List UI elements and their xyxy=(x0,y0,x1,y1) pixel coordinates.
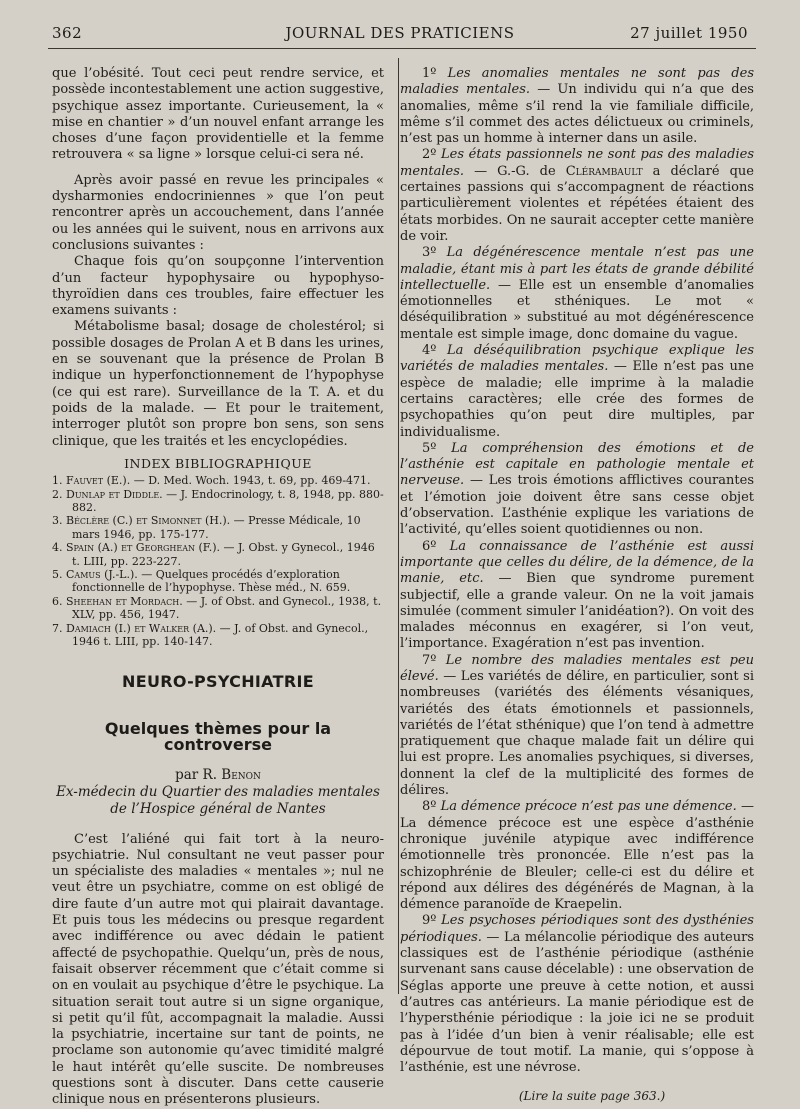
bibliography-list xyxy=(52,474,384,648)
theme-item: 7º Le nombre des maladies mentales est peu élevé. — Les variétés de délire, en particulier, sont si nombreuses (variétés des éléments vésaniques, variétés des états émotionnels et passionnels, variétés de l’état sthénique) que l’on tend à admettre pratiquement que chaque malade fait un délire qui lui est propre. Les anomalies psychiques, si diverses, donnent la clef de la multiplicité des formes de délires. xyxy=(400,652,754,799)
byline: par R. Benon xyxy=(175,767,261,784)
paragraph-dysharmonies: Après avoir passé en revue les principales « dysharmonies endocriniennes » que l’on peut rencontrer après un accouchement, dans l’année ou les années qui le suivent, nous en arrivons aux conclusions suivantes : xyxy=(52,172,384,253)
journal-title: JOURNAL DES PRATICIENS xyxy=(285,24,515,42)
bibliography-item: 2. Dunlap et Diddle. — J. Endocrinology, t. 8, 1948, pp. 880-882. xyxy=(52,487,384,514)
bibliography-item: 4. Spain (A.) et Georghean (F.). — J. Obst. y Gynecol., 1946 t. LIII, pp. 223-227. xyxy=(52,541,375,568)
bibliography-item: 5. Camus (J.-L.). — Quelques procédés d’exploration fonctionnelle de l’hypophyse. Thèse méd., N. 659. xyxy=(52,567,351,595)
theme-item: 6º La connaissance de l’asthénie est aussi importante que celles du délire, de la démence, de la manie, etc. — Bien que syndrome purement subjectif, elle a grande valeur. On ne la voit jamais simulée (comment simuler l’anidéation?). On voit des malades méconnus en exagérer, si l’on veut, l’importance. Exagération n’est pas invention. xyxy=(400,538,754,652)
page-number: 362 xyxy=(52,24,83,42)
theme-item: 1º Les anomalies mentales ne sont pas des maladies mentales. — Un individu qui n’a que des anomalies, même s’il rend la vie familiale difficile, même s’il commet des actes délictueux ou criminels, n’est pas un homme à interner dans un asile. xyxy=(400,66,754,147)
section-heading: NEURO-PSYCHIATRIE xyxy=(122,672,314,692)
bibliography-item: 3. Béclère (C.) et Simonnet (H.). — Presse Médicale, 10 mars 1946, pp. 175-177. xyxy=(52,514,361,541)
paragraph-intro: C’est l’aliéné qui fait tort à la neuro-psychiatrie. Nul consultant ne veut passer pour un spécialiste des maladies « mentales »; nul ne veut être un psychiatre, comme on est obligé de dire faute d’un autre mot qui plairait davantage. Et puis tous les médecins ou presque regardent avec indifférence ou avec dédain le patient affecté de psychopathie. Quelqu’un, près de nous, faisait observer récemment que c’était comme si on en voulait au psychique d’être le psychique. La situation serait tout autre si un signe organique, si petit qu’il fût, accompagnait la maladie. Aussi la psychiatrie, incertaine sur tant de points, ne proclame son autonomie qu’avec timidité malgré le haut intérêt qu’elle suscite. De nombreuses questions sont à discuter. Dans cette causerie clinique nous en présenterons plusieurs. xyxy=(52,831,384,1108)
theme-item: 9º Les psychoses périodiques sont des dysthénies périodiques. — La mélancolie périodique des auteurs classiques est de l’asthénie périodique (asthénie survenant sans cause décelable) : une observation de Séglas apporte une preuve à cette notion, et aussi d’autres cas antérieurs. La manie périodique est de l’hypersthénie périodique : la joie ici ne se produit pas à l’idée d’un bien à venir réalisable; elle est dépourvue de tout motif. La manie, qui s’oppose à l’asthénie, est une névrose. xyxy=(400,913,754,1076)
header-rule xyxy=(48,48,756,49)
left-column xyxy=(52,66,384,1108)
running-header xyxy=(44,22,756,46)
bibliography-item: 6. Sheehan et Mordach. — J. of Obst. and Gynecol., 1938, t. XLV, pp. 456, 1947. xyxy=(52,594,382,622)
continued-note: (Lire la suite page 363.) xyxy=(518,1089,666,1104)
author-name: Benon xyxy=(221,767,261,784)
theme-item: 5º La compréhension des émotions et de l’asthénie est capitale en pathologie mentale et nerveuse. — Les trois émotions afflictives courantes et l’émotion joie doivent être sans cesse objet d’observation. L’asthénie explique les variations de l’activité, qu’elles soient quotidiennes ou non. xyxy=(400,440,754,538)
author-affiliation: Ex-médecin du Quartier des maladies mentales de l’Hospice général de Nantes xyxy=(56,783,380,817)
paragraph-metabolisme: Métabolisme basal; dosage de cholestérol; si possible dosages de Prolan A et B dans les urines, en se souvenant que la présence de Prolan B indique un hyperfonctionnement de l’hypophyse (ce qui est rare). Surveillance de la T. A. et du poids de la malade. — Et pour le traitement, interroger plutôt son propre bon sens, son sens clinique, que les traités et les encyclopédies. xyxy=(52,319,384,449)
bibliography-title: INDEX BIBLIOGRAPHIQUE xyxy=(124,455,312,471)
theme-item: 8º La démence précoce n’est pas une démence. — La démence précoce est une espèce d’asthénie chronique juvénile atypique avec indifférence émotionnelle très prononcée. Elle n’est pas la schizophrénie de Bleuler; celle-ci est du délire et répond aux délires des dégénérés de Magnan, à la démence paranoïde de Kraepelin. xyxy=(400,799,754,913)
bibliography-item: 7. Damiach (I.) et Walker (A.). — J. of Obst. and Gynecol., 1946 t. LIII, pp. 140-147. xyxy=(52,621,369,648)
paragraph-examens: Chaque fois qu’on soupçonne l’intervention d’un facteur hypophysaire ou hypophyso-thyroïdien dans ces troubles, faire effectuer les examens suivants : xyxy=(52,254,384,319)
bibliography-item: 1. Fauvet (E.). — D. Med. Woch. 1943, t. 69, pp. 469-471. xyxy=(52,474,371,488)
issue-date: 27 juillet 1950 xyxy=(630,24,748,42)
column-divider xyxy=(398,58,399,994)
right-column xyxy=(400,66,754,1104)
theme-item: 3º La dégénérescence mentale n’est pas une maladie, étant mis à part les états de grande débilité intellectuelle. — Elle est un ensemble d’anomalies émotionnelles et sthéniques. Le mot « déséquilibration » substitué au mot dégénérescence mentale est simple image, donc domaine du vague. xyxy=(400,245,754,342)
paragraph-obesity: que l’obésité. Tout ceci peut rendre service, et possède incontestablement une action suggestive, psychique assez importante. Curieusement, la « mise en chantier » d’un nouvel enfant arrange les choses d’une façon providentielle et la femme retrouvera « sa ligne » lorsque celui-ci sera né. xyxy=(52,66,384,163)
theme-item: 2º Les états passionnels ne sont pas des maladies mentales. — G.-G. de Clérambault a déclaré que certaines passions qui s’accompagnent de réactions particulièrement violentes et répétées étaient des états morbides. On ne saurait accepter cette manière de voir. xyxy=(400,147,754,244)
theme-item: 4º La déséquilibration psychique explique les variétés de maladies mentales. — Elle n’est pas une espèce de maladie; elle imprime à la maladie certains caractères; elle crée des formes de psychopathies qu’on peut dire multiples, par individualisme. xyxy=(400,343,754,440)
article-title: Quelques thèmes pour la controverse xyxy=(104,718,332,754)
